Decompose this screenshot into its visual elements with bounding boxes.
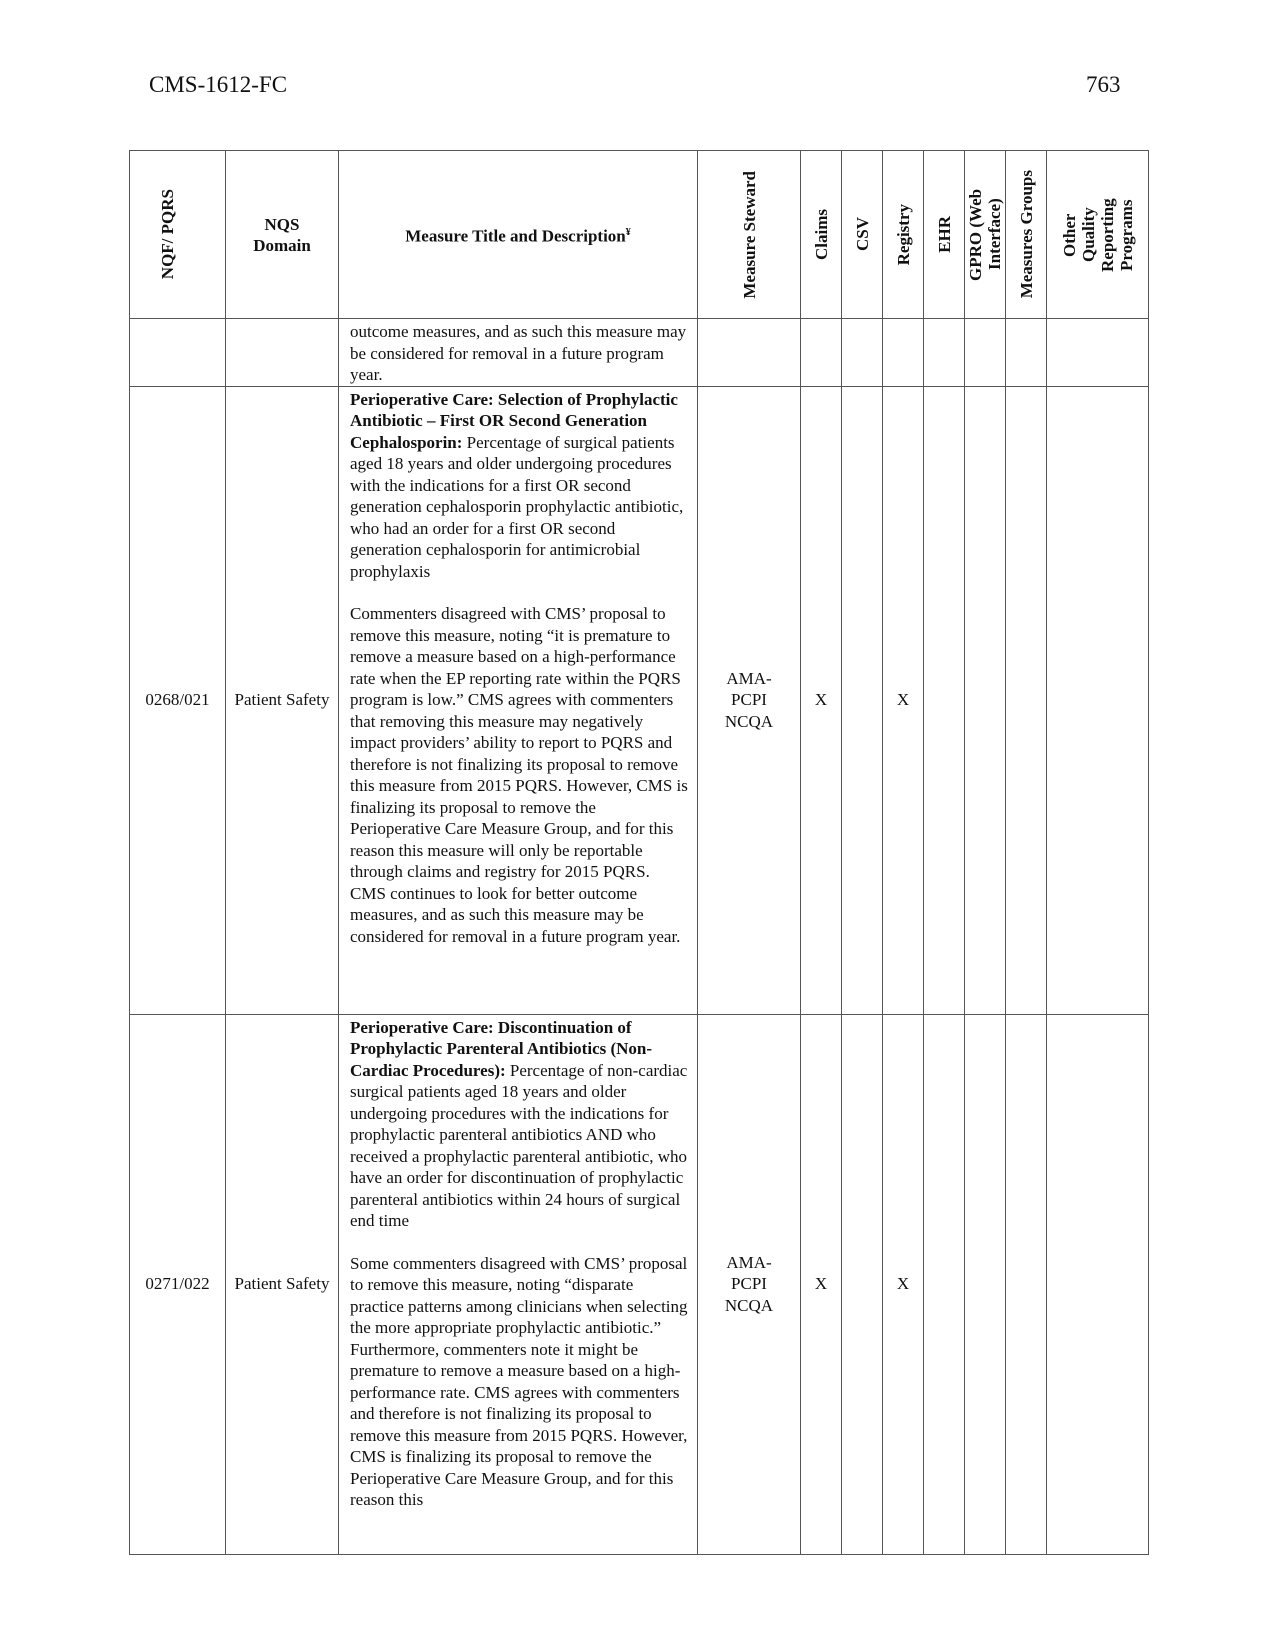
cell-domain: [226, 319, 339, 387]
cell-description: [339, 1014, 698, 1554]
header-title-mark: ¥: [625, 227, 631, 239]
cell-steward: [698, 319, 801, 387]
measure-comment: Some commenters disagreed with CMS’ proposal to remove this measure, noting “disparate practice patterns among clinicians when selecting the more appropriate prophylactic antibiotic.” Furthermore, commenters note it might be premature to remove a measure based on a high-performance rate. CMS agrees with commenters and therefore is not finalizing its proposal to remove this measure from 2015 PQRS. However, CMS is finalizing its proposal to remove the Perioperative Care Measure Group, and for this reason this: [350, 1253, 688, 1509]
measures-table: [129, 150, 1149, 1555]
header-steward: Measure Steward: [698, 151, 801, 319]
cell-csv: [842, 319, 883, 387]
table-row: [130, 386, 1149, 1014]
header-other: Other Quality Reporting Programs: [1047, 151, 1149, 319]
header-groups: Measures Groups: [1006, 151, 1047, 319]
cell-other: [1047, 386, 1149, 1014]
cell-groups: [1006, 319, 1047, 387]
cell-description: [339, 319, 698, 387]
cell-registry: X: [883, 1014, 924, 1554]
measure-comment: Commenters disagreed with CMS’ proposal to remove this measure, noting “it is premature to remove a measure based on a high-performance rate when the EP reporting rate within the PQRS program is low.” CMS agrees with commenters that removing this measure may negatively impact providers’ ability to report to PQRS and therefore is not finalizing its proposal to remove this measure from 2015 PQRS. However, CMS is finalizing its proposal to remove the Perioperative Care Measure Group, and for this reason this measure will only be reportable through claims and registry for 2015 PQRS. CMS continues to look for better outcome measures, and as such this measure may be considered for removal in a future program year.: [350, 604, 688, 946]
cell-csv: [842, 1014, 883, 1554]
header-ehr: EHR: [924, 151, 965, 319]
header-registry: Registry: [883, 151, 924, 319]
document-id: CMS-1612-FC: [149, 72, 288, 97]
measure-description: Percentage of non-cardiac surgical patients aged 18 years and older undergoing procedures with the indications for prophylactic parenteral antibiotics AND who received a prophylactic parenteral antibiotic, who have an order for discontinuation of prophylactic parenteral antibiotics within 24 hours of surgical end time: [350, 1060, 688, 1230]
cell-steward: AMA-PCPI NCQA: [698, 386, 801, 1014]
cell-steward: AMA-PCPI NCQA: [698, 1014, 801, 1554]
header-claims: Claims: [801, 151, 842, 319]
description-text: outcome measures, and as such this measure may be considered for removal in a future program year.: [350, 322, 687, 384]
cell-claims: [801, 319, 842, 387]
cell-other: [1047, 319, 1149, 387]
cell-registry: X: [883, 386, 924, 1014]
cell-ehr: [924, 386, 965, 1014]
cell-description: [339, 386, 698, 1014]
cell-domain: Patient Safety: [226, 1014, 339, 1554]
cell-claims: X: [801, 386, 842, 1014]
cell-csv: [842, 386, 883, 1014]
header-title-text: Measure Title and Description: [405, 226, 626, 246]
table-row: [130, 1014, 1149, 1554]
cell-other: [1047, 1014, 1149, 1554]
table-row: [130, 319, 1149, 387]
header-csv: CSV: [842, 151, 883, 319]
cell-gpro: [965, 386, 1006, 1014]
measure-title: Perioperative Care: Discontinuation of Prophylactic Parenteral Antibiotics (Non-Cardiac Procedures):: [350, 1017, 653, 1080]
header-gpro: GPRO (Web Interface): [965, 151, 1006, 319]
header-row: [130, 151, 1149, 319]
cell-ehr: [924, 319, 965, 387]
cell-ehr: [924, 1014, 965, 1554]
cell-claims: X: [801, 1014, 842, 1554]
cell-gpro: [965, 319, 1006, 387]
page-number: 763: [1086, 72, 1121, 97]
measure-title: Perioperative Care: Selection of Prophylactic Antibiotic – First OR Second Generation Cephalosporin:: [350, 389, 678, 452]
cell-nqf: [130, 319, 226, 387]
header-title: [339, 151, 698, 319]
cell-registry: [883, 319, 924, 387]
cell-gpro: [965, 1014, 1006, 1554]
measure-description: Percentage of surgical patients aged 18 years and older undergoing procedures with the indications for a first OR second generation cephalosporin prophylactic antibiotic, who had an order for a first OR second generation cephalosporin for antimicrobial prophylaxis: [350, 432, 684, 581]
header-domain: NQS Domain: [226, 151, 339, 319]
cell-domain: Patient Safety: [226, 386, 339, 1014]
cell-nqf: 0271/022: [130, 1014, 226, 1554]
cell-groups: [1006, 386, 1047, 1014]
header-nqf: NQF/ PQRS: [130, 151, 226, 319]
cell-groups: [1006, 1014, 1047, 1554]
cell-nqf: 0268/021: [130, 386, 226, 1014]
